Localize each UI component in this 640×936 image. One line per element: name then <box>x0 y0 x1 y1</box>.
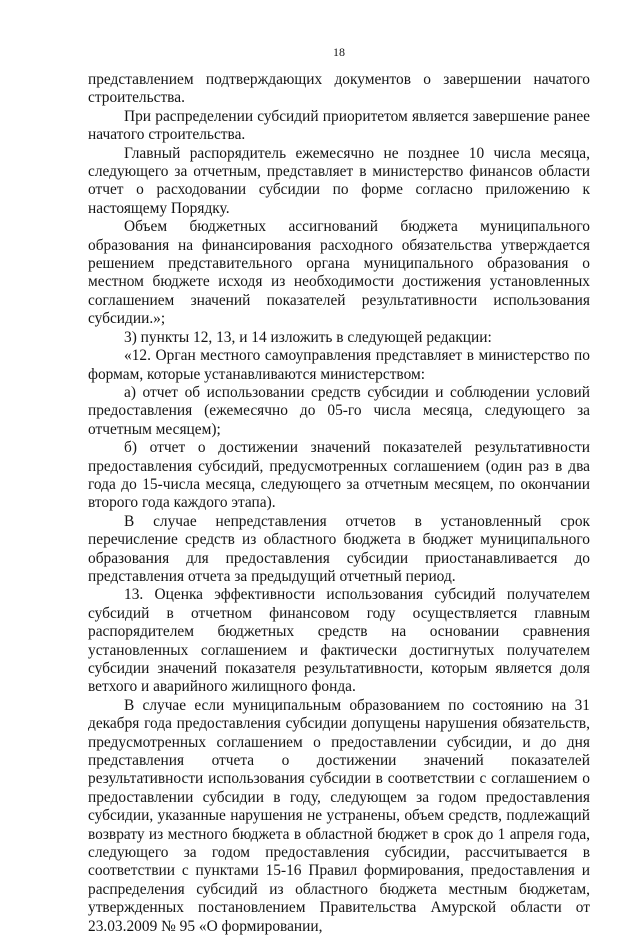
paragraph: В случае если муниципальным образованием по состоянию на 31 декабря года предоставления субсидии допущены нарушения обязательств, предусмотренных соглашением о предоставлении субсидии, и до дня представления отчета о достижении значений показателей результативности использования субсидии в соответствии с соглашением о предоставлении субсидии в году, следующем за годом предоставления субсидии, указанные нарушения не устранены, объем средств, подлежащий возврату из местного бюджета в областной бюджет в срок до 1 апреля года, следующего за годом предоставления субсидии, рассчитывается в соответствии с пунктами 15-16 Правил формирования, предоставления и распределения субсидий из областного бюджета местным бюджетам, утвержденных постановлением Правительства Амурской области от 23.03.2009 № 95 «О формировании, <box>88 696 590 935</box>
paragraph: 13. Оценка эффективности использования субсидий получателем субсидий в отчетном финансовом году осуществляется главным распорядителем бюджетных средств на основании сравнения установленных соглашением и фактически достигнутых получателем субсидии значений показателя результативности, которым является доля ветхого и аварийного жилищного фонда. <box>88 586 590 696</box>
paragraph: представлением подтверждающих документов о завершении начатого строительства. <box>88 71 590 107</box>
paragraph: б) отчет о достижении значений показателей результативности предоставления субсидий, предусмотренных соглашением (один раз в два года до 15-числа месяца, следующего за отчетным месяцем, по окончании второго года каждого этапа). <box>88 439 590 512</box>
paragraph: а) отчет об использовании средств субсидии и соблюдении условий предоставления (ежемесячно до 05-го числа месяца, следующего за отчетным месяцем); <box>88 383 590 438</box>
document-body <box>88 71 590 936</box>
paragraph: При распределении субсидий приоритетом является завершение ранее начатого строительства. <box>88 107 590 144</box>
page-number: 18 <box>333 45 345 59</box>
paragraph: Объем бюджетных ассигнований бюджета муниципального образования на финансирования расходного обязательства утверждается решением представительного органа муниципального образования о местном бюджете исходя из необходимости достижения установленных соглашением значений показателей результативности использования субсидии.»; <box>88 218 590 328</box>
paragraph: «12. Орган местного самоуправления представляет в министерство по формам, которые устанавливаются министерством: <box>88 347 590 383</box>
paragraph: Главный распорядитель ежемесячно не позднее 10 числа месяца, следующего за отчетным, представляет в министерство финансов области отчет о расходовании субсидии по форме согласно приложению к настоящему Порядку. <box>88 144 590 217</box>
paragraph: В случае непредставления отчетов в установленный срок перечисление средств из областного бюджета в бюджет муниципального образования для предоставления субсидии приостанавливается до представления отчета за предыдущий отчетный период. <box>88 512 590 585</box>
paragraph: 3) пункты 12, 13, и 14 изложить в следующей редакции: <box>124 328 492 346</box>
